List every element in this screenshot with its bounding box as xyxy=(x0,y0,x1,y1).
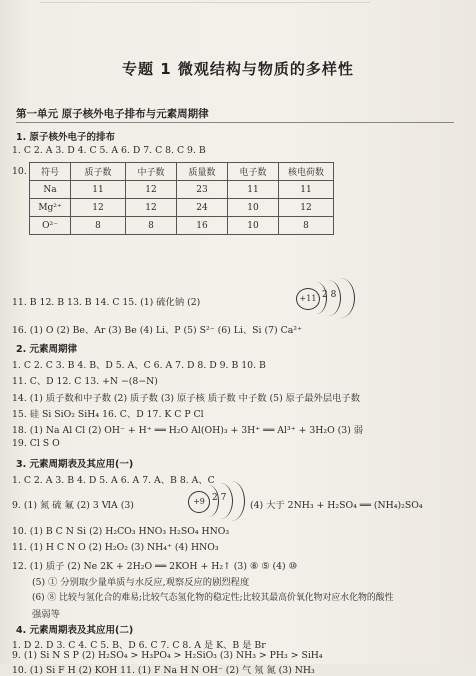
page-edge-line xyxy=(40,2,370,9)
answer-line: 强弱等 xyxy=(32,609,60,620)
answer-line: 9. (1) Si N S P (2) H₂SO₄ > H₃PO₄ > H₂SiO₃ (3) NH₃ > PH₃ > SiH₄ xyxy=(12,650,323,661)
answer-line: 12. (1) 质子 (2) Ne 2K + 2H₂O ══ 2KOH + H₂↑ (3) ⑧ ⑤ (4) ⑩ xyxy=(12,561,297,572)
nucleus-circle: +11 xyxy=(296,288,320,310)
table-row xyxy=(30,217,334,235)
answer-line: 16. (1) O (2) Be、Ar (3) Be (4) Li、P (5) S²⁻ (6) Li、Si (7) Ca²⁺ xyxy=(12,325,302,336)
table-header-cell: 质量数 xyxy=(177,163,228,181)
answer-line: (5) ① 分别取少量单质与水反应,观察反应的剧烈程度 xyxy=(32,577,250,588)
answer-line: (4) 大于 2NH₃ + H₂SO₄ ══ (NH₄)₂SO₄ xyxy=(250,500,423,511)
question-number-10: 10. xyxy=(12,166,27,177)
table-cell: 11 xyxy=(71,181,126,199)
table-header-cell: 质子数 xyxy=(71,163,126,181)
table-cell: 12 xyxy=(279,199,334,217)
table-cell: 10 xyxy=(228,199,279,217)
table-cell: 10 xyxy=(228,217,279,235)
table-row xyxy=(30,199,334,217)
answer-line: 14. (1) 质子数和中子数 (2) 质子数 (3) 原子核 质子数 中子数 (5) 原子最外层电子数 xyxy=(12,393,361,404)
table-cell: 24 xyxy=(177,199,228,217)
particle-table xyxy=(29,162,334,235)
section-heading-2: 2. 元素周期律 xyxy=(16,344,78,355)
table-cell: 8 xyxy=(71,217,126,235)
table-header-row xyxy=(30,163,334,181)
table-cell: O²⁻ xyxy=(30,217,71,235)
answer-line: 11. C、D 12. C 13. +N −(8−N) xyxy=(12,376,158,387)
table-cell: 12 xyxy=(126,199,177,217)
answer-line: 11. B 12. B 13. B 14. C 15. (1) 硫化钠 (2) xyxy=(12,297,201,308)
adjacent-page-bleed xyxy=(454,0,476,664)
answer-line: 10. (1) Si F H (2) KOH 11. (1) F Na H N OH⁻ (2) 气 氖 氮 (3) NH₃ xyxy=(12,665,315,676)
table-cell: 8 xyxy=(126,217,177,235)
answer-line: 19. Cl S O xyxy=(12,438,60,449)
section-heading-4: 4. 元素周期表及其应用(二) xyxy=(16,625,134,636)
answer-line: 10. (1) B C N Si (2) H₂CO₃ HNO₃ H₂SO₄ HNO₃ xyxy=(12,526,230,537)
answer-line: 9. (1) 氮 硫 氟 (2) 3 ⅥA (3) xyxy=(12,500,134,511)
unit-divider xyxy=(16,122,454,123)
table-header-cell: 中子数 xyxy=(126,163,177,181)
table-cell: Mg²⁺ xyxy=(30,199,71,217)
unit-heading: 第一单元 原子核外电子排布与元素周期律 xyxy=(16,108,209,120)
table-header-cell: 核电荷数 xyxy=(279,163,334,181)
answer-line: 1. C 2. C 3. B 4. B、D 5. A、C 6. A 7. D 8. D 9. B 10. B xyxy=(12,360,266,371)
section-heading-3: 3. 元素周期表及其应用(一) xyxy=(16,459,134,470)
table-cell: 23 xyxy=(177,181,228,199)
electron-counts: 2 8 xyxy=(322,290,337,300)
table-cell: 12 xyxy=(71,199,126,217)
answer-line: 1. C 2. A 3. D 4. C 5. A 6. D 7. C 8. C 9. B xyxy=(12,145,206,156)
electron-counts: 2 7 xyxy=(212,493,227,503)
fluorine-structure-diagram xyxy=(188,484,246,518)
answer-line: 18. (1) Na Al Cl (2) OH⁻ + H⁺ ══ H₂O Al(OH)₃ + 3H⁺ ══ Al³⁺ + 3H₂O (3) 弱 xyxy=(12,425,364,436)
table-cell: 8 xyxy=(279,217,334,235)
table-cell: 16 xyxy=(177,217,228,235)
table-header-cell: 电子数 xyxy=(228,163,279,181)
answer-line: 15. 硅 Si SiO₂ SiH₄ 16. C、D 17. K C P Cl xyxy=(12,409,204,420)
table-header-cell: 符号 xyxy=(30,163,71,181)
table-cell: Na xyxy=(30,181,71,199)
nucleus-circle: +9 xyxy=(188,491,210,513)
section-heading-1: 1. 原子核外电子的排布 xyxy=(16,132,116,143)
table-cell: 11 xyxy=(228,181,279,199)
answer-line: 1. C 2. A 3. B 4. D 5. A 6. A 7. A、B 8. A、C xyxy=(12,475,215,486)
answer-line: 11. (1) H C N O (2) H₂O₂ (3) NH₄⁺ (4) HNO₃ xyxy=(12,542,219,553)
table-cell: 11 xyxy=(279,181,334,199)
table-row xyxy=(30,181,334,199)
answer-line: 1. D 2. D 3. C 4. C 5. B、D 6. C 7. C 8. A 是 K、B 是 Br xyxy=(12,640,266,651)
sodium-ion-structure-diagram xyxy=(296,282,356,314)
answer-line: (6) ⑧ 比较与氢化合的难易;比较气态氢化物的稳定性;比较其最高价氧化物对应水化物的酸性 xyxy=(32,593,394,603)
page-title: 专题 1 微观结构与物质的多样性 xyxy=(122,60,354,78)
table-cell: 12 xyxy=(126,181,177,199)
